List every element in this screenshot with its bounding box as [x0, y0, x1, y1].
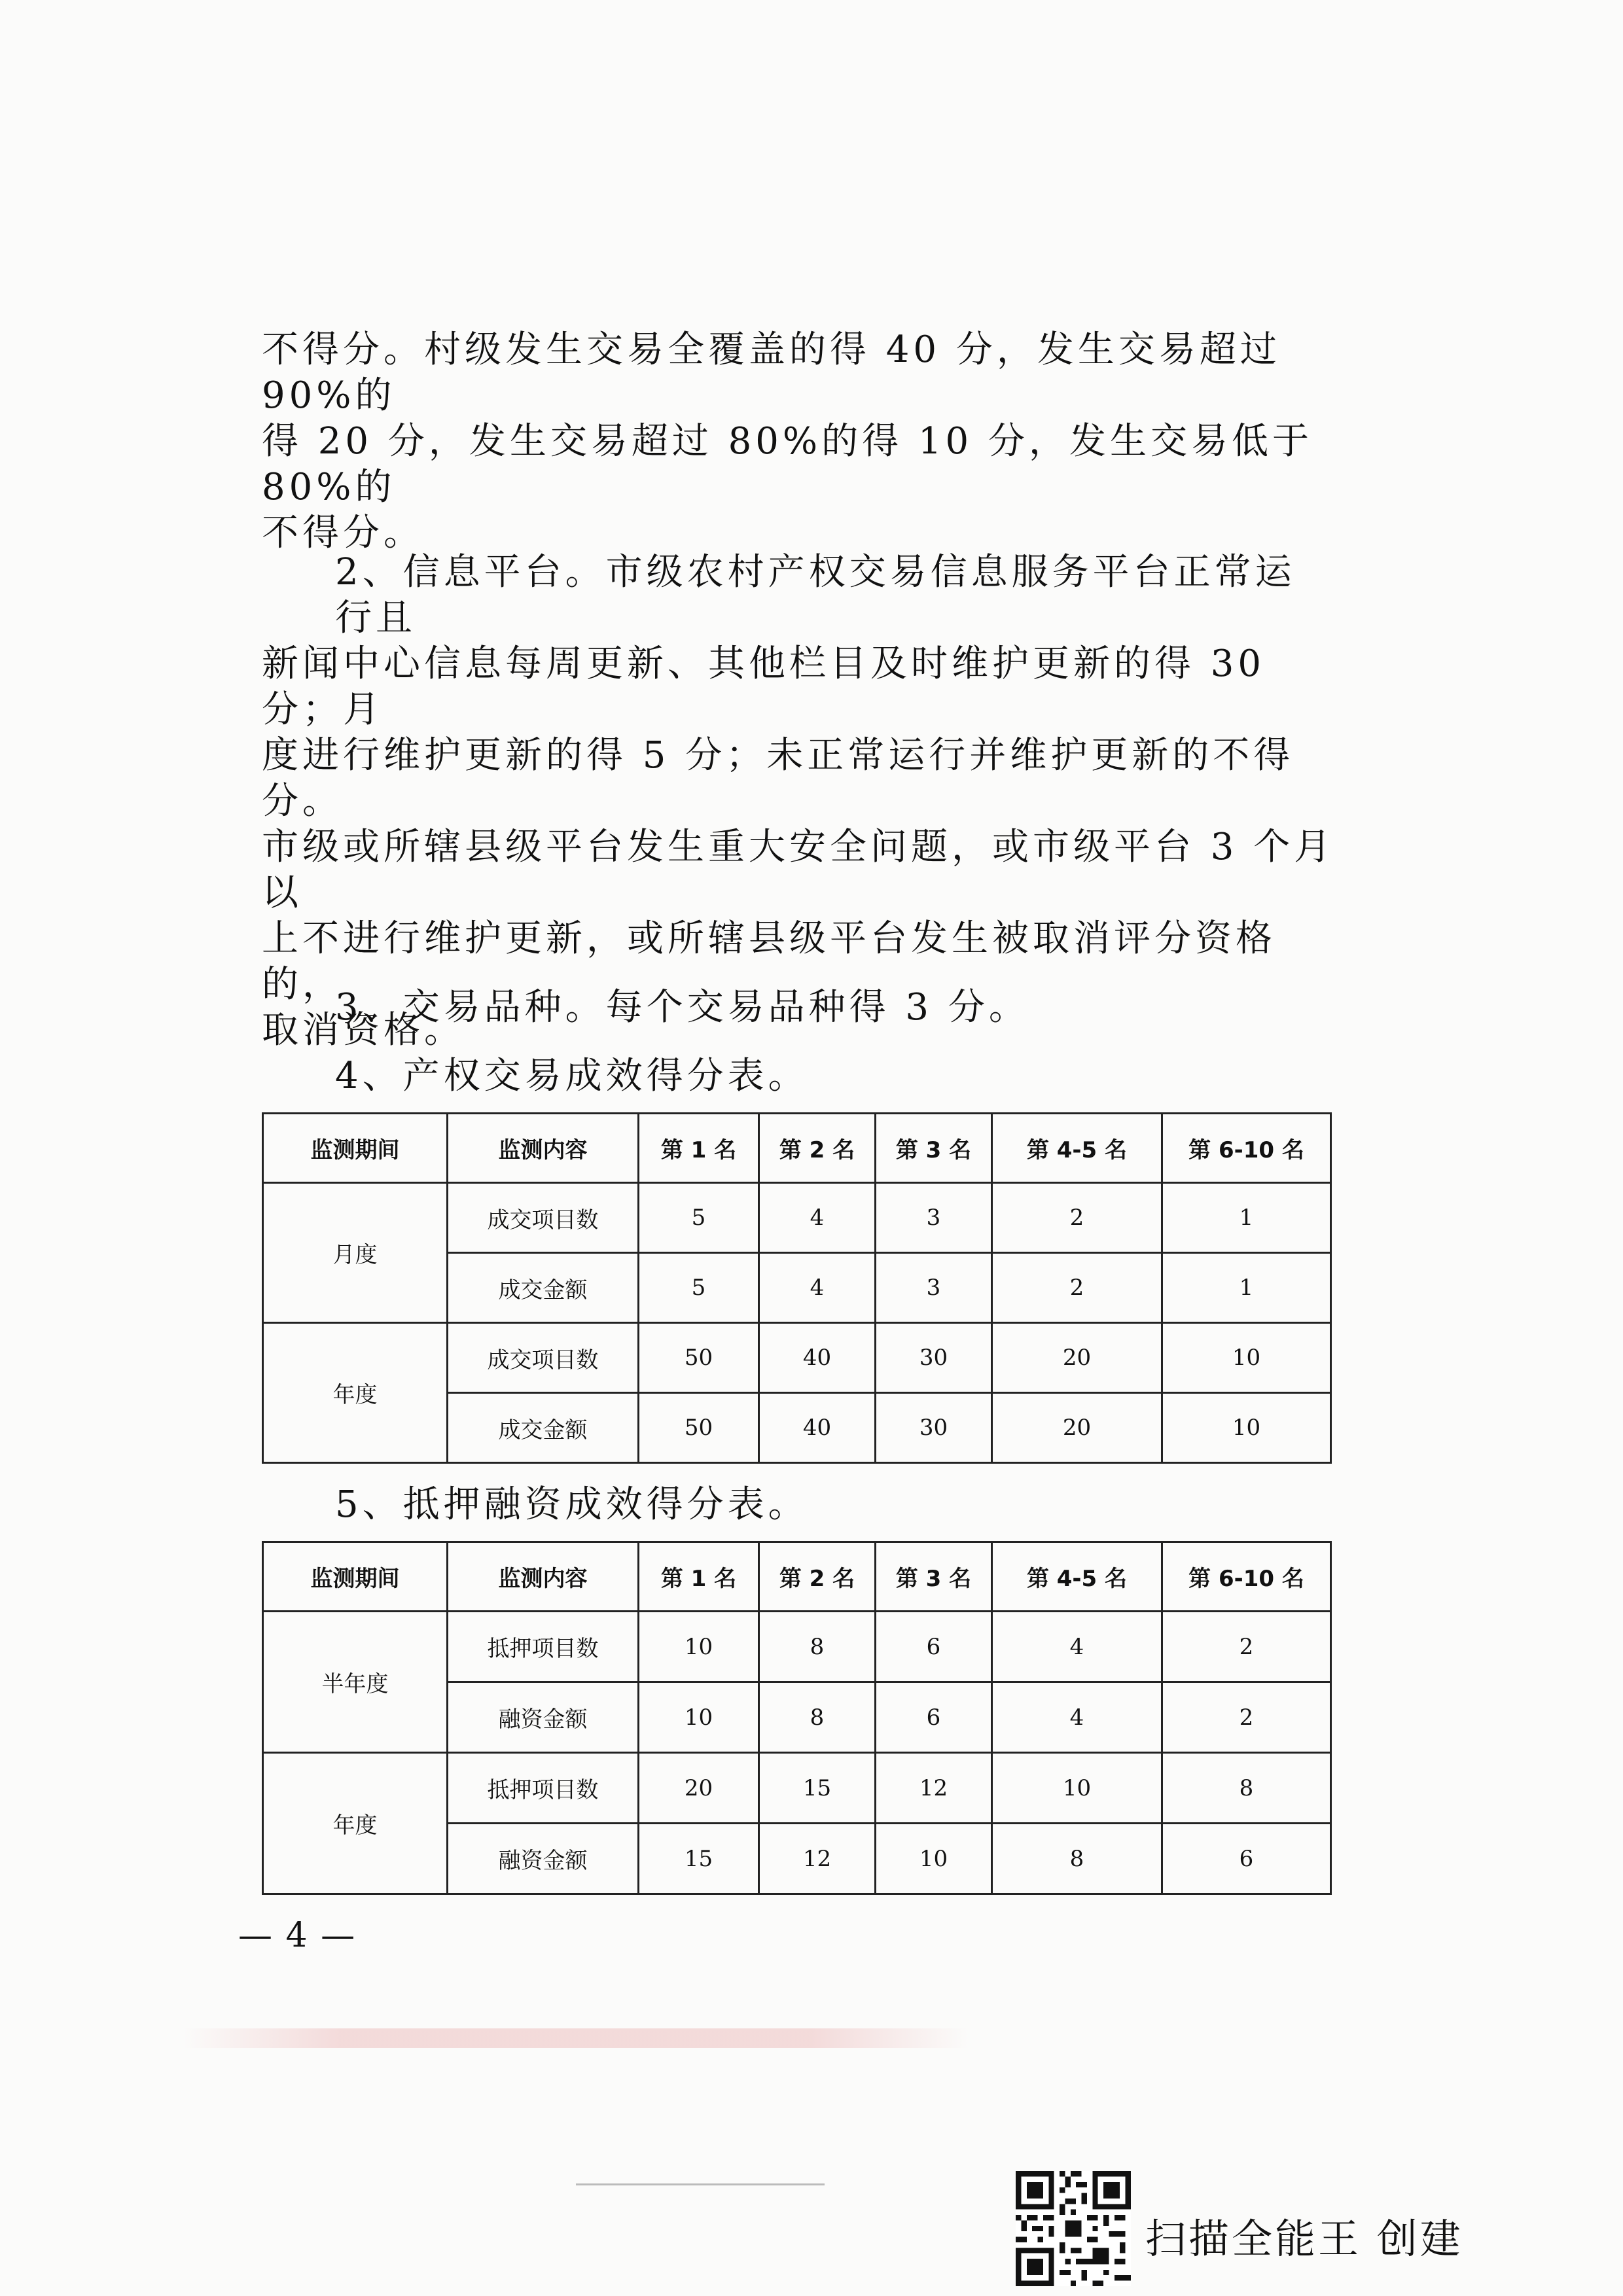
- value-cell: 4: [992, 1612, 1162, 1682]
- text-line: 度进行维护更新的得 5 分；未正常运行并维护更新的不得分。: [262, 734, 1294, 822]
- value-cell: 8: [759, 1612, 876, 1682]
- header-cell: 第 4-5 名: [992, 1114, 1162, 1183]
- value-cell: 3: [876, 1253, 992, 1323]
- value-cell: 10: [1162, 1323, 1331, 1393]
- value-cell: 12: [876, 1753, 992, 1824]
- text-line: 不得分。村级发生交易全覆盖的得 40 分，发生交易超过 90%的: [262, 328, 1281, 417]
- period-cell: 半年度: [263, 1612, 448, 1753]
- item-cell: 融资金额: [448, 1824, 639, 1894]
- text-line: 市级或所辖县级平台发生重大安全问题，或市级平台 3 个月以: [262, 826, 1335, 914]
- period-cell: 月度: [263, 1183, 448, 1323]
- value-cell: 30: [876, 1393, 992, 1463]
- item-cell: 成交项目数: [448, 1323, 639, 1393]
- value-cell: 6: [876, 1682, 992, 1753]
- value-cell: 4: [759, 1183, 876, 1253]
- value-cell: 30: [876, 1323, 992, 1393]
- header-cell: 第 3 名: [876, 1114, 992, 1183]
- value-cell: 4: [992, 1682, 1162, 1753]
- header-cell: 监测内容: [448, 1114, 639, 1183]
- value-cell: 8: [1162, 1753, 1331, 1824]
- item-cell: 抵押项目数: [448, 1753, 639, 1824]
- header-cell: 第 4-5 名: [992, 1542, 1162, 1612]
- header-cell: 第 2 名: [759, 1542, 876, 1612]
- qr-code-icon: [1016, 2171, 1131, 2286]
- text-line: 取消资格。: [262, 1009, 465, 1051]
- value-cell: 12: [759, 1824, 876, 1894]
- value-cell: 4: [759, 1253, 876, 1323]
- table-row: [263, 1612, 1331, 1682]
- value-cell: 20: [639, 1753, 759, 1824]
- value-cell: 8: [992, 1824, 1162, 1894]
- value-cell: 15: [639, 1824, 759, 1894]
- item-cell: 成交金额: [448, 1393, 639, 1463]
- item-cell: 融资金额: [448, 1682, 639, 1753]
- header-cell: 监测期间: [263, 1542, 448, 1612]
- value-cell: 40: [759, 1323, 876, 1393]
- paragraph-3: 3、交易品种。每个交易品种得 3 分。: [335, 986, 1029, 1029]
- section-heading-5: 5、抵押融资成效得分表。: [335, 1483, 809, 1526]
- value-cell: 20: [992, 1323, 1162, 1393]
- table-row: [263, 1753, 1331, 1824]
- text-line: 得 20 分，发生交易超过 80%的得 10 分，发生交易低于 80%的: [262, 420, 1313, 508]
- section-heading-4: 4、产权交易成效得分表。: [335, 1055, 809, 1097]
- value-cell: 10: [876, 1824, 992, 1894]
- value-cell: 8: [759, 1682, 876, 1753]
- value-cell: 40: [759, 1393, 876, 1463]
- value-cell: 3: [876, 1183, 992, 1253]
- value-cell: 2: [992, 1253, 1162, 1323]
- value-cell: 5: [639, 1253, 759, 1323]
- header-cell: 第 3 名: [876, 1542, 992, 1612]
- header-cell: 第 1 名: [639, 1114, 759, 1183]
- period-cell: 年度: [263, 1753, 448, 1894]
- text-line: 2、信息平台。市级农村产权交易信息服务平台正常运行且: [335, 551, 1296, 639]
- period-cell: 年度: [263, 1323, 448, 1463]
- value-cell: 50: [639, 1393, 759, 1463]
- value-cell: 20: [992, 1393, 1162, 1463]
- value-cell: 10: [639, 1612, 759, 1682]
- value-cell: 50: [639, 1323, 759, 1393]
- value-cell: 2: [1162, 1682, 1331, 1753]
- value-cell: 10: [1162, 1393, 1331, 1463]
- paragraph-2: [262, 550, 1335, 1053]
- header-cell: 第 6-10 名: [1162, 1114, 1331, 1183]
- value-cell: 2: [992, 1183, 1162, 1253]
- paragraph-1: [262, 327, 1335, 556]
- value-cell: 5: [639, 1183, 759, 1253]
- text-line: 不得分。: [262, 512, 424, 554]
- item-cell: 成交金额: [448, 1253, 639, 1323]
- value-cell: 1: [1162, 1253, 1331, 1323]
- header-cell: 监测期间: [263, 1114, 448, 1183]
- property-trade-score-table: [262, 1112, 1332, 1464]
- value-cell: 15: [759, 1753, 876, 1824]
- table-row: [263, 1323, 1331, 1393]
- item-cell: 抵押项目数: [448, 1612, 639, 1682]
- value-cell: 6: [1162, 1824, 1331, 1894]
- text-line: 新闻中心信息每周更新、其他栏目及时维护更新的得 30 分；月: [262, 643, 1266, 731]
- header-cell: 监测内容: [448, 1542, 639, 1612]
- watermark-text: 扫描全能王 创建: [1145, 2215, 1463, 2263]
- value-cell: 6: [876, 1612, 992, 1682]
- value-cell: 1: [1162, 1183, 1331, 1253]
- header-cell: 第 1 名: [639, 1542, 759, 1612]
- header-cell: 第 2 名: [759, 1114, 876, 1183]
- text-line: 上不进行维护更新，或所辖县级平台发生被取消评分资格的，: [262, 917, 1276, 1006]
- scan-artifact: [576, 2183, 825, 2185]
- value-cell: 2: [1162, 1612, 1331, 1682]
- header-cell: 第 6-10 名: [1162, 1542, 1331, 1612]
- value-cell: 10: [639, 1682, 759, 1753]
- table-header-row: [263, 1114, 1331, 1183]
- scan-artifact: [183, 2028, 969, 2048]
- item-cell: 成交项目数: [448, 1183, 639, 1253]
- page-number: — 4 —: [238, 1916, 357, 1955]
- mortgage-finance-score-table: [262, 1541, 1332, 1895]
- table-header-row: [263, 1542, 1331, 1612]
- table-row: [263, 1183, 1331, 1253]
- value-cell: 10: [992, 1753, 1162, 1824]
